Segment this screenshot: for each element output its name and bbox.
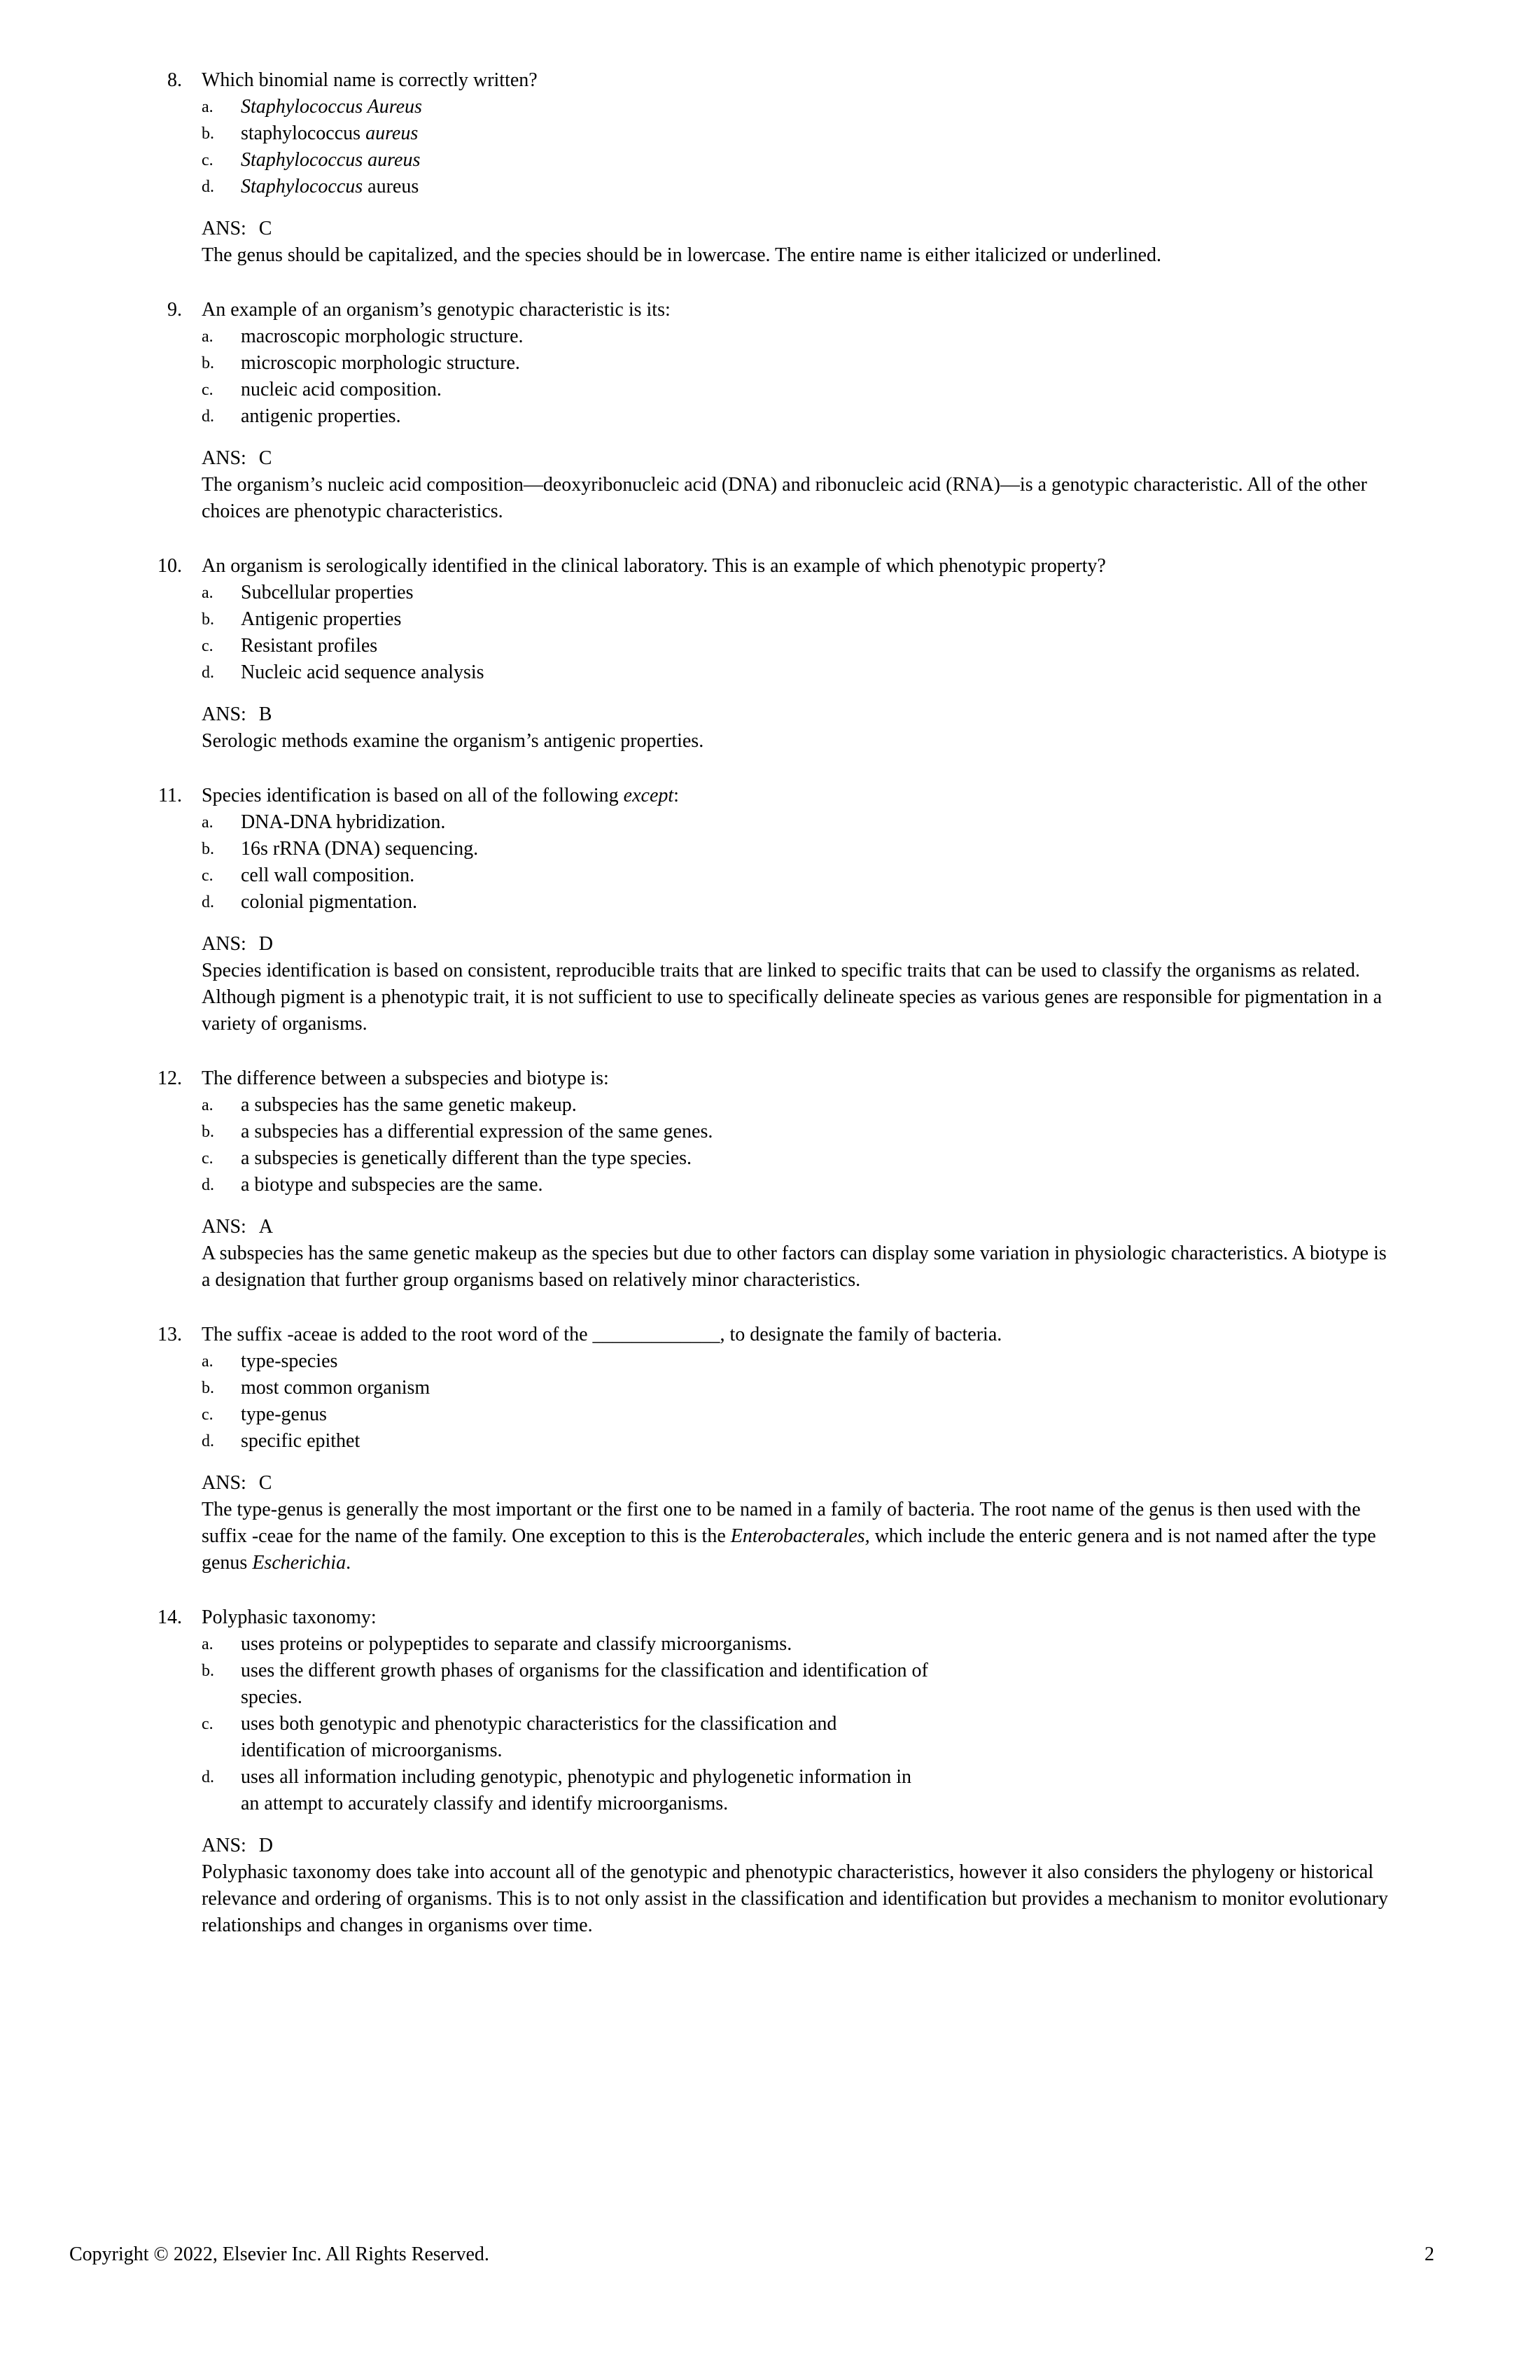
option-letter: a. (202, 328, 214, 346)
option-text: antigenic properties. (241, 405, 401, 427)
answer-feedback: The genus should be capitalized, and the species should be in lowercase. The entire name is either italicized or underlined. (202, 244, 1162, 266)
answer-option (202, 1119, 1400, 1145)
answer-block (202, 1833, 1400, 1939)
option-text: Staphylococcus Aureus (241, 96, 422, 118)
option-text: uses both genotypic and phenotypic characteristics for the classification and identification of microorganisms. (241, 1713, 837, 1761)
option-letter: a. (202, 584, 214, 602)
answer-feedback: Polyphasic taxonomy does take into account all of the genotypic and phenotypic characteristics, however it also considers the phylogeny or historical relevance and ordering of organisms. This is to not only assist in the classification and identification but provides a mechanism to monitor evolutionary relationships and changes in organisms over time. (202, 1861, 1388, 1936)
answer-option (202, 862, 1400, 889)
option-text: DNA-DNA hybridization. (241, 811, 446, 833)
answer-block (202, 931, 1400, 1037)
answer-letter: C (258, 447, 272, 469)
question-number: 14. (158, 1606, 182, 1628)
question-list (0, 67, 1400, 1967)
answer-option (202, 174, 1400, 200)
answer-line (202, 216, 1400, 242)
option-letter: c. (202, 151, 214, 169)
option-letter: c. (202, 381, 214, 399)
answer-option (202, 1348, 1400, 1375)
answer-option (202, 377, 1400, 403)
question (0, 1604, 1400, 1939)
answer-option (202, 350, 1400, 377)
option-letter: d. (202, 407, 214, 426)
option-letter: a. (202, 1096, 214, 1114)
answer-option (202, 147, 1400, 174)
option-letter: a. (202, 98, 214, 116)
question-stem: The difference between a subspecies and biotype is: (202, 1068, 609, 1089)
answer-option (202, 606, 1400, 633)
answer-line (202, 701, 1400, 728)
answer-block (202, 1470, 1400, 1576)
answer-option (202, 809, 1400, 836)
answer-line (202, 1833, 1400, 1859)
question-stem: Which binomial name is correctly written? (202, 69, 538, 91)
option-text: 16s rRNA (DNA) sequencing. (241, 838, 479, 860)
option-letter: c. (202, 1715, 214, 1733)
answer-feedback: Serologic methods examine the organism’s antigenic properties. (202, 730, 704, 752)
answer-letter: A (258, 1216, 274, 1238)
option-text: macroscopic morphologic structure. (241, 326, 524, 347)
answer-option (202, 633, 1400, 659)
option-letter: b. (202, 1379, 214, 1397)
option-letter: b. (202, 840, 214, 858)
answer-option (202, 659, 1400, 686)
answer-option (202, 889, 1400, 916)
question-options (202, 809, 1400, 916)
option-letter: a. (202, 813, 214, 832)
option-text: Antigenic properties (241, 608, 402, 630)
option-letter: d. (202, 1432, 214, 1450)
option-text: Resistant profiles (241, 635, 378, 657)
answer-option (202, 836, 1400, 862)
answer-option (202, 580, 1400, 606)
option-text: colonial pigmentation. (241, 891, 417, 913)
option-text: a subspecies has a differential expression of the same genes. (241, 1121, 713, 1142)
answer-label: ANS: (202, 1216, 246, 1238)
question-number: 9. (167, 299, 182, 321)
question-options (202, 323, 1400, 430)
answer-block (202, 1214, 1400, 1294)
option-text: type-species (241, 1350, 338, 1372)
answer-letter: C (258, 218, 272, 239)
option-letter: d. (202, 1768, 214, 1786)
answer-block (202, 445, 1400, 525)
option-text: a subspecies has the same genetic makeup. (241, 1094, 577, 1116)
page-number: 2 (1424, 2244, 1434, 2265)
answer-line (202, 931, 1400, 958)
answer-letter: B (258, 704, 272, 725)
option-letter: d. (202, 178, 214, 196)
answer-option (202, 94, 1400, 120)
option-letter: c. (202, 1149, 214, 1168)
question-stem: Species identification is based on all of the following except: (202, 785, 679, 806)
option-letter: a. (202, 1352, 214, 1371)
copyright-text: Copyright © 2022, Elsevier Inc. All Rights Reserved. (69, 2244, 489, 2265)
option-text: specific epithet (241, 1430, 360, 1452)
question (0, 67, 1400, 269)
answer-line (202, 1470, 1400, 1497)
answer-line (202, 445, 1400, 472)
answer-option (202, 1092, 1400, 1119)
question-stem: An example of an organism’s genotypic characteristic is its: (202, 299, 671, 321)
option-text: cell wall composition. (241, 864, 415, 886)
answer-option (202, 1375, 1400, 1401)
option-text: uses all information including genotypic, phenotypic and phylogenetic information in an attempt to accurately classify and identify microorganisms. (241, 1766, 912, 1814)
answer-feedback: The type-genus is generally the most important or the first one to be named in a family of bacteria. The root name of the genus is then used with the suffix -ceae for the name of the family. One exception to this is the Enterobacterales, which include the enteric genera and is not named after the type genus Escherichia. (202, 1499, 1376, 1574)
question-options (202, 1092, 1400, 1198)
question-stem: Polyphasic taxonomy: (202, 1606, 377, 1628)
option-letter: d. (202, 1176, 214, 1194)
answer-line (202, 1214, 1400, 1240)
answer-option (202, 1764, 1400, 1817)
option-text: Staphylococcus aureus (241, 149, 421, 171)
question-options (202, 580, 1400, 686)
answer-letter: D (258, 1835, 274, 1856)
option-text: microscopic morphologic structure. (241, 352, 520, 374)
answer-label: ANS: (202, 1472, 246, 1494)
answer-label: ANS: (202, 933, 246, 955)
option-letter: b. (202, 610, 214, 629)
question-stem: An organism is serologically identified in the clinical laboratory. This is an example of which phenotypic property? (202, 555, 1106, 577)
option-text: uses the different growth phases of organisms for the classification and identification of species. (241, 1660, 928, 1708)
answer-block (202, 216, 1400, 269)
question-options (202, 1631, 1400, 1817)
option-text: nucleic acid composition. (241, 379, 442, 400)
option-letter: c. (202, 867, 214, 885)
answer-option (202, 120, 1400, 147)
question-number: 10. (158, 555, 182, 577)
answer-label: ANS: (202, 447, 246, 469)
option-text: Nucleic acid sequence analysis (241, 662, 484, 683)
option-text: uses proteins or polypeptides to separate and classify microorganisms. (241, 1633, 792, 1655)
question-number: 12. (158, 1068, 182, 1089)
answer-label: ANS: (202, 218, 246, 239)
option-letter: d. (202, 664, 214, 682)
question-number: 8. (167, 69, 182, 91)
question-options (202, 94, 1400, 200)
answer-option (202, 1631, 1400, 1658)
answer-option (202, 1658, 1400, 1711)
option-letter: b. (202, 1662, 214, 1680)
question-number: 11. (158, 785, 182, 806)
option-text: a biotype and subspecies are the same. (241, 1174, 543, 1196)
question-options (202, 1348, 1400, 1455)
question (0, 553, 1400, 755)
answer-label: ANS: (202, 704, 246, 725)
option-text: Staphylococcus aureus (241, 176, 419, 197)
option-text: most common organism (241, 1377, 430, 1399)
answer-option (202, 1428, 1400, 1455)
answer-letter: C (258, 1472, 272, 1494)
option-text: Subcellular properties (241, 582, 414, 603)
option-letter: c. (202, 1406, 214, 1424)
option-text: type-genus (241, 1404, 327, 1425)
answer-block (202, 701, 1400, 755)
page-footer (69, 2241, 1434, 2268)
option-letter: d. (202, 893, 214, 911)
answer-option (202, 1172, 1400, 1198)
answer-label: ANS: (202, 1835, 246, 1856)
answer-option (202, 1401, 1400, 1428)
question (0, 783, 1400, 1037)
answer-feedback: A subspecies has the same genetic makeup as the species but due to other factors can display some variation in physiologic characteristics. A biotype is a designation that further group organisms based on relatively minor characteristics. (202, 1242, 1387, 1291)
answer-option (202, 1711, 1400, 1764)
answer-letter: D (258, 933, 274, 955)
question (0, 297, 1400, 525)
question-stem: The suffix -aceae is added to the root word of the _____________, to designate the family of bacteria. (202, 1324, 1002, 1345)
option-letter: c. (202, 637, 214, 655)
answer-option (202, 323, 1400, 350)
question (0, 1065, 1400, 1294)
option-letter: b. (202, 125, 214, 143)
option-letter: b. (202, 354, 214, 372)
question (0, 1322, 1400, 1576)
answer-option (202, 403, 1400, 430)
option-text: staphylococcus aureus (241, 122, 419, 144)
answer-option (202, 1145, 1400, 1172)
answer-feedback: Species identification is based on consistent, reproducible traits that are linked to specific traits that can be used to classify the organisms as related. Although pigment is a phenotypic trait, it is not sufficient to use to specifically delineate species as various genes are responsible for pigmentation in a variety of organisms. (202, 960, 1382, 1035)
option-text: a subspecies is genetically different than the type species. (241, 1147, 692, 1169)
question-number: 13. (158, 1324, 182, 1345)
option-letter: b. (202, 1123, 214, 1141)
answer-feedback: The organism’s nucleic acid composition—deoxyribonucleic acid (DNA) and ribonucleic acid (RNA)—is a genotypic characteristic. All of the other choices are phenotypic characteristics. (202, 474, 1367, 522)
option-letter: a. (202, 1635, 214, 1653)
